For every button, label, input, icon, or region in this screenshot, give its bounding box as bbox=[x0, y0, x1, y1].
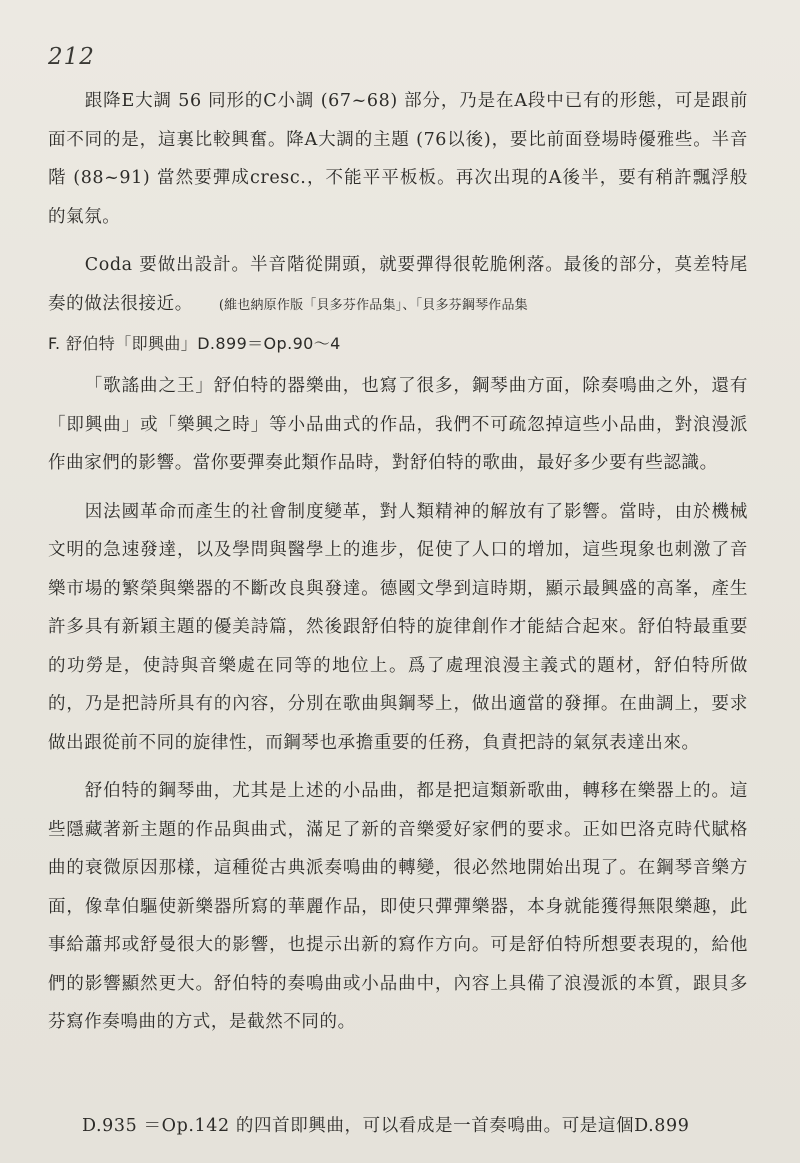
source-note: (維也納原作版「貝多芬作品集」、「貝多芬鋼琴作品集 bbox=[218, 297, 528, 313]
paragraph-coda-text: Coda 要做出設計。半音階從開頭，就要彈得很乾脆俐落。最後的部分，莫差特尾奏的做法很接近。 bbox=[48, 255, 748, 314]
section-heading: F. 舒伯特「即興曲」D.899＝Op.90～4 bbox=[48, 334, 341, 353]
paragraph-coda bbox=[48, 246, 748, 325]
body-text bbox=[48, 82, 748, 1042]
paragraph-e-flat-major: 跟降E大調 56 同形的C小調 (67~68) 部分，乃是在A段中已有的形態，可是跟前面不同的是，這裏比較興奮。降A大調的主題 (76以後)，要比前面登場時優雅些。半音階 (88~91) 當然要彈成cresc.，不能平平板板。再次出現的A後半，要有稍許飄浮般的氣氛。 bbox=[48, 91, 748, 227]
paragraph-french-revolution: 因法國革命而產生的社會制度變革，對人類精神的解放有了影響。當時，由於機械文明的急速發達，以及學問與醫學上的進步，促使了人口的增加，這些現象也刺激了音樂市場的繁榮與樂器的不斷改良與發達。德國文學到這時期，顯示最興盛的高峯，產生許多具有新穎主題的優美詩篇，然後跟舒伯特的旋律創作才能結合起來。舒伯特最重要的功勞是，使詩與音樂處在同等的地位上。爲了處理浪漫主義式的題材，舒伯特所做的，乃是把詩所具有的內容，分別在歌曲與鋼琴上，做出適當的發揮。在曲調上，要求做出跟從前不同的旋律性，而鋼琴也承擔重要的任務，負責把詩的氣氛表達出來。 bbox=[48, 501, 748, 753]
page-number: 212 bbox=[48, 44, 95, 70]
paragraph-piano-pieces: 舒伯特的鋼琴曲，尤其是上述的小品曲，都是把這類新歌曲，轉移在樂器上的。這些隱藏著新主題的作品與曲式，滿足了新的音樂愛好家們的要求。正如巴洛克時代賦格曲的衰微原因那樣，這種從古典派奏鳴曲的轉變，很必然地開始出現了。在鋼琴音樂方面，像韋伯驅使新樂器所寫的華麗作品，即使只彈彈樂器，本身就能獲得無限樂趣，此事給蕭邦或舒曼很大的影響，也提示出新的寫作方向。可是舒伯特所想要表現的，給他們的影響顯然更大。舒伯特的奏鳴曲或小品曲中，內容上具備了浪漫派的本質，跟貝多芬寫作奏鳴曲的方式，是截然不同的。 bbox=[48, 781, 748, 1032]
paragraph-song-king: 「歌謠曲之王」舒伯特的器樂曲，也寫了很多，鋼琴曲方面，除奏鳴曲之外，還有「即興曲」或「樂興之時」等小品曲式的作品，我們不可疏忽掉這些小品曲，對浪漫派作曲家們的影響。當你要彈奏此類作品時，對舒伯特的歌曲，最好多少要有些認識。 bbox=[48, 376, 748, 473]
continuation-line: D.935 ＝Op.142 的四首即興曲，可以看成是一首奏鳴曲。可是這個D.899 bbox=[82, 1116, 690, 1136]
